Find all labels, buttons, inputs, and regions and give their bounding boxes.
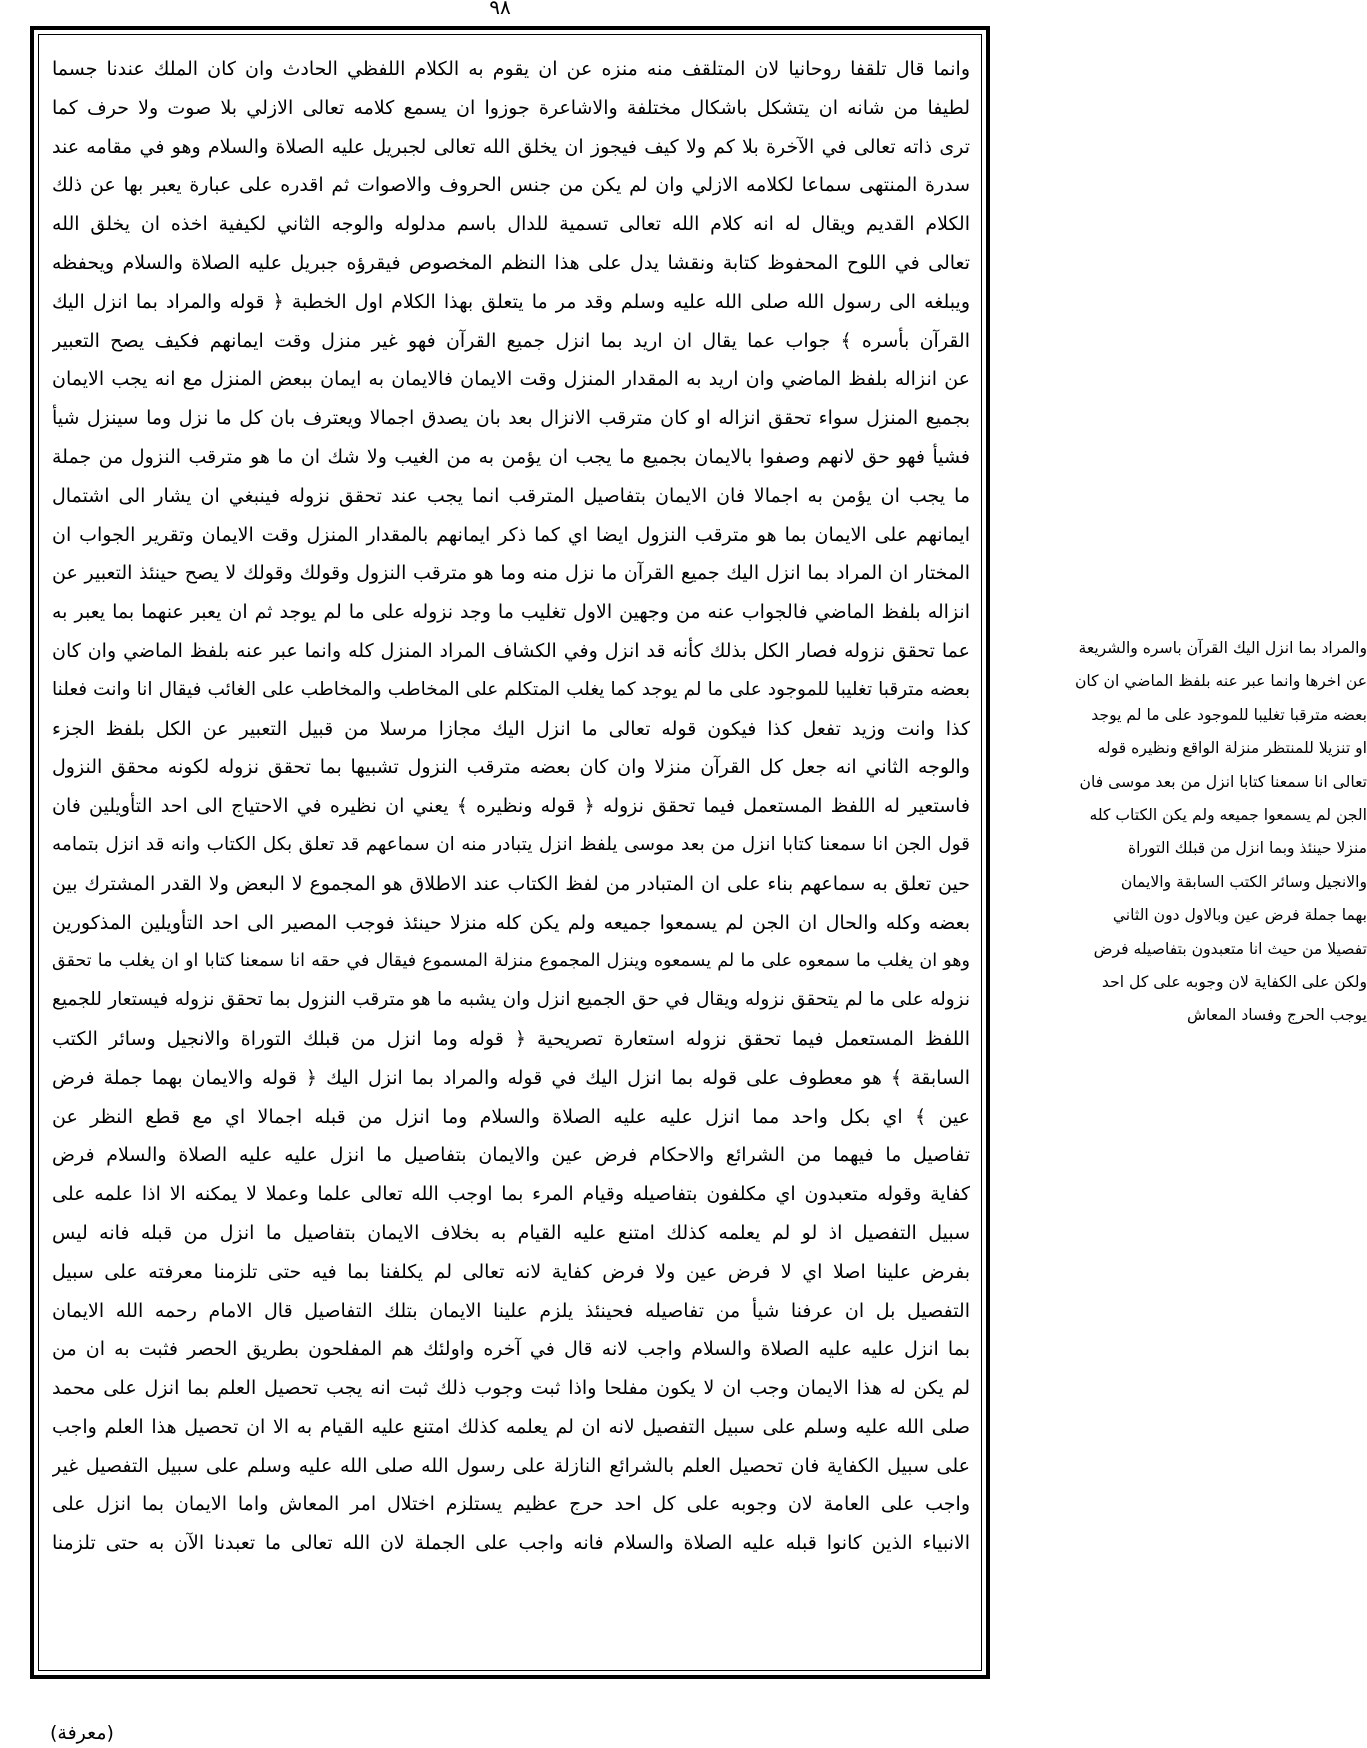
main-text-line: حين تعلق به سماعهم بناء على ان المتبادر من لفظ الكتاب عند الاطلاق هو المجموع لا البعض ولا القدر المشترك بين	[52, 872, 970, 895]
main-text-line: نزوله على ما لم يتحقق نزوله ويقال في حق الجميع انزل وان يشبه ما هو مترقب النزول بما تحقق نزوله فيستعار للجميع	[52, 989, 970, 1011]
main-text-line: واجب على العامة لان وجوبه على كل احد حرج عظيم يستلزم اختلال امر المعاش واما الايمان بما انزل على	[52, 1493, 970, 1516]
main-text-line: سبيل التفصيل اذ لو لم يعلمه كذلك امتنع عليه القيام به بخلاف الايمان بتفاصيل ما انزل من قبله فانه ليس	[52, 1221, 970, 1244]
main-text-line: لم يكن له هذا الايمان وجب ان لا يكون مفلحا واذا ثبت وجوب ذلك ثبت انه يجب تحصيل العلم بما انزل على محمد	[52, 1377, 970, 1400]
main-text-line: بفرض علينا اصلا اي لا فرض عين ولا فرض كفاية لانه تعالى لم يكلفنا بما فيه حتى تلزمنا معرفته على سبيل	[52, 1260, 970, 1283]
margin-note-line: بعضه مترقبا تغليبا للموجود على ما لم يوجد	[1091, 705, 1367, 724]
margin-note-line: او تنزيلا للمنتظر منزلة الواقع ونظيره قوله	[1097, 739, 1367, 758]
main-text-line: قول الجن انا سمعنا كتابا انزل من بعد موسى يلفظ انزل يتبادر منه ان سماعهم قد تعلق بكل الكتاب وانه قد انزل بتمامه	[52, 833, 970, 855]
margin-note-line: عن اخرها وانما عبر عنه بلفظ الماضي ان كان	[1074, 672, 1367, 691]
main-text-line: فاستعير له اللفظ المستعمل فيما تحقق نزوله ﴿ قوله ونظيره ﴾ يعني ان نظيره في الاحتياج الى احد التأويلين فان	[52, 795, 970, 818]
margin-note-line: والانجيل وسائر الكتب السابقة والايمان	[1120, 872, 1367, 891]
main-text-line: التفصيل بل ان عرفنا شيأ من تفاصيله فحينئذ يلزم علينا الايمان بتلك التفاصيل قال الامام رحمه الله الايمان	[52, 1299, 970, 1322]
main-text-line: تفاصيل ما فيهما من الشرائع والاحكام فرض عين والايمان بتفاصيل ما انزل عليه عليه الصلاة والسلام فرض	[52, 1144, 970, 1167]
main-text-line: المختار ان المراد بما انزل اليك جميع القرآن ما نزل منه وما هو مترقب النزول وقولك وقولك لا يصح حينئذ التعبير عن	[52, 562, 970, 585]
main-text-line: اللفظ المستعمل فيما تحقق نزوله استعارة تصريحية ﴿ قوله وما انزل من قبلك التوراة والانجيل وسائر الكتب	[52, 1027, 970, 1050]
main-text-line: وهو ان يغلب ما سمعوه على ما لم يسمعوه وينزل المجموع منزلة المسموع فيقال في حقه انا سمعنا كتابا او ان يغلب ما تحقق	[52, 951, 970, 972]
catchword: (معرفة)	[50, 1722, 114, 1744]
main-text-line: السابقة ﴾ هو معطوف على قوله بما انزل اليك في قوله والمراد بما انزل اليك ﴿ قوله والايمان بهما جملة فرض	[52, 1066, 970, 1089]
main-text-line: ما يجب ان يؤمن به اجمالا فان الايمان بتفاصيل المترقب انما يجب عند تحقق نزوله فينبغي ان يشار الى اشتمال	[52, 484, 970, 507]
main-text-block	[52, 50, 970, 1667]
main-text-line: الكلام القديم ويقال له انه كلام الله تعالى تسمية للدال باسم مدلوله والوجه الثاني لكيفية اخذه ان يخلق الله	[52, 213, 970, 236]
margin-note-line: منزلا حينئذ وبما انزل من قبلك التوراة	[1127, 839, 1367, 858]
main-text-line: عما تحقق نزوله فصار الكل بذلك كأنه قد انزل وفي الكشاف المراد المنزل كله وانما عبر عنه بلفظ الماضي وان كان	[52, 639, 970, 662]
margin-note	[1008, 632, 1367, 1033]
main-text-line: بجميع المنزل سواء تحقق انزاله او كان مترقب الانزال بعد بان يصدق اجمالا ويعترف بان كل ما نزل وما سينزل شيأ	[52, 407, 970, 430]
margin-note-line: بهما جملة فرض عين وبالاول دون الثاني	[1112, 906, 1367, 925]
margin-note-line: تفصيلا من حيث انا متعبدون بتفاصيله فرض	[1093, 939, 1367, 958]
main-text-line: بعضه مترقبا تغليبا للموجود على ما لم يوجد كما يغلب المتكلم على المخاطب والمخاطب على الغائب فيقال انا وانت فعلنا	[52, 678, 970, 700]
main-text-line: عين ﴾ اي بكل واحد مما انزل عليه عليه الصلاة والسلام وما انزل من قبله اجمالا اي مع قطع النظر عن	[52, 1105, 970, 1128]
main-text-line: بما انزل عليه عليه الصلاة والسلام واجب لانه قال في آخره واولئك هم المفلحون بطريق الحصر فثبت به ان من	[52, 1338, 970, 1361]
page-number: ۹۸	[489, 0, 511, 14]
main-text-line: انزاله بلفظ الماضي فالجواب عنه من وجهين الاول تغليب ما وجد نزوله على ما لم يوجد ثم ان يعبر عنهما بما يعبر به	[52, 601, 970, 624]
main-text-line: لطيفا من شانه ان يتشكل باشكال مختلفة والاشاعرة جوزوا ان يسمع كلامه تعالى الازلي بلا صوت ولا حرف كما	[52, 96, 970, 119]
main-text-line: الانبياء الذين كانوا قبله عليه الصلاة والسلام فانه واجب على الجملة لان الله تعالى ما تعبدنا الآن به حتى تلزمنا	[52, 1532, 970, 1555]
main-text-line: ترى ذاته تعالى في الآخرة بلا كم ولا كيف فيجوز ان يخلق الله تعالى لجبريل عليه الصلاة والسلام وهو في مقامه عند	[52, 135, 970, 158]
margin-note-line: ولكن على الكفاية لان وجوبه على كل احد	[1101, 972, 1367, 991]
main-text-line: القرآن بأسره ﴾ جواب عما يقال ان اريد بما انزل جميع القرآن فهو غير منزل وقت ايمانهم فكيف يصح التعبير	[52, 329, 970, 352]
main-text-line: كذا وانت وزيد تفعل كذا فيكون قوله تعالى ما انزل اليك مجازا مرسلا من قبيل التعبير عن الكل بلفظ الجزء	[52, 717, 970, 740]
margin-note-line: والمراد بما انزل اليك القرآن باسره والشريعة	[1078, 639, 1367, 657]
main-text-line: سدرة المنتهى سماعا لكلامه الازلي وان لم يكن من جنس الحروف والاصوات ثم اقدره على عبارة يعبر بها عن ذلك	[52, 174, 970, 197]
main-text-line: ويبلغه الى رسول الله صلى الله عليه وسلم وقد مر ما يتعلق بهذا الكلام اول الخطبة ﴿ قوله والمراد بما انزل اليك	[52, 290, 970, 313]
margin-note-line: الجن لم يسمعوا جميعه ولم يكن الكتاب كله	[1089, 805, 1367, 824]
text-frame	[30, 26, 990, 1679]
main-text-line: وانما قال تلقفا روحانيا لان المتلقف منه منزه عن ان يقوم به الكلام اللفظي الحادث وان كان الملك عندنا جسما	[52, 58, 970, 80]
main-text-line: فشيأ فهو حق لانهم وصفوا بالايمان بجميع ما يجب ان يؤمن به من الغيب ولا شك ان ما هو مترقب النزول من جملة	[52, 445, 970, 468]
main-text-line: صلى الله عليه وسلم على سبيل التفصيل لانه ان لم يعلمه كذلك امتنع عليه القيام به الا ان تحصيل هذا العلم واجب	[52, 1415, 970, 1438]
main-text-line: ايمانهم على الايمان بما هو مترقب النزول ايضا اي كما ذكر ايمانهم بالمقدار المنزل وقت الايمان وتقرير الجواب ان	[52, 523, 970, 546]
main-text-line: على سبيل الكفاية فان تحصيل العلم بالشرائع النازلة على رسول الله صلى الله عليه وسلم على سبيل التفصيل غير	[52, 1454, 970, 1477]
main-text-line: كفاية وقوله متعبدون اي مكلفون بتفاصيله وقيام المرء بما اوجب الله تعالى علما وعملا لا يمكنه الا اذا علمه على	[52, 1183, 970, 1206]
main-text-line: تعالى في اللوح المحفوظ كتابة ونقشا يدل على هذا النظم المخصوص فيقرؤه جبريل عليه الصلاة والسلام ويحفظه	[52, 251, 970, 274]
main-text-line: والوجه الثاني انه جعل كل القرآن منزلا وان كان بعضه مترقب النزول تشبيها بما تحقق نزوله لكونه محقق النزول	[52, 756, 970, 779]
main-text-line: عن انزاله بلفظ الماضي وان اريد به المقدار المنزل وقت الايمان فالايمان به ايمان ببعض المنزل مع انه يجب الايمان	[52, 368, 970, 391]
margin-note-line: يوجب الحرج وفساد المعاش	[1186, 1006, 1367, 1025]
main-text-line: بعضه وكله والحال ان الجن لم يسمعوا جميعه ولم يكن كله منزلا حينئذ فوجب المصير الى احد التأويلين المذكورين	[52, 911, 970, 934]
margin-note-line: تعالى انا سمعنا كتابا انزل من بعد موسى فان	[1079, 772, 1367, 791]
